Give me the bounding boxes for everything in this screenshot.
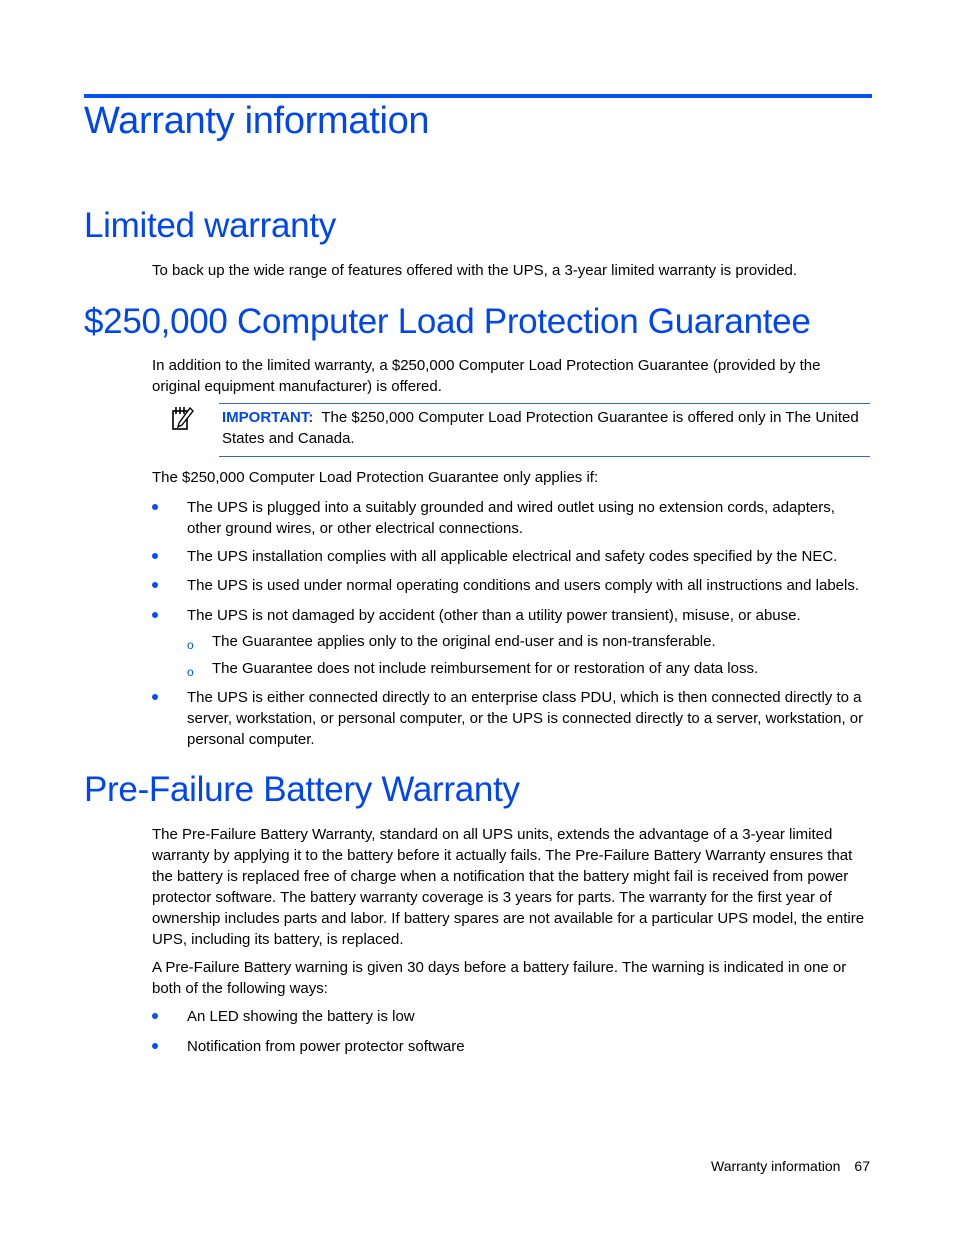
battery-para-2: A Pre-Failure Battery warning is given 30 days before a battery failure. The warning is indicated in one or both of the following ways: [152, 959, 847, 997]
limited-warranty-body: To back up the wide range of features offered with the UPS, a 3-year limited warranty is provided. [152, 262, 798, 279]
battery-para-1: The Pre-Failure Battery Warranty, standard on all UPS units, extends the advantage of a 3-year limited warranty by applying it to the battery before it actually fails. The Pre-Failure Battery Warranty ensures that the battery is replaced free of charge when a notification that the battery might fail is received from power protector software. The battery warranty coverage is 3 years for parts. The warranty for the first year of ownership includes parts and labor. If battery spares are not available for a particular UPS model, the entire UPS, including its battery, is replaced. [152, 826, 865, 948]
footer-section: Warranty information [711, 1158, 841, 1174]
bullet-icon [152, 612, 158, 618]
bullet-icon [152, 1043, 158, 1049]
bullet-icon [152, 504, 158, 510]
guarantee-intro: In addition to the limited warranty, a $250,000 Computer Load Protection Guarantee (provided by the original equipment manufacturer) is offered. [152, 357, 821, 395]
page-title: Warranty information [84, 100, 430, 142]
important-message: The $250,000 Computer Load Protection Guarantee is offered only in The United States and Canada. [222, 409, 859, 447]
sub-bullet-icon: o [187, 638, 194, 652]
important-note-icon [171, 405, 195, 431]
important-callout [219, 403, 870, 457]
battery-heading: Pre-Failure Battery Warranty [84, 770, 520, 809]
bullet-icon [152, 694, 158, 700]
page-footer [711, 1158, 870, 1174]
bullet-icon [152, 553, 158, 559]
bullet-icon [152, 582, 158, 588]
title-rule [84, 94, 872, 98]
page-number: 67 [854, 1158, 870, 1174]
important-label: IMPORTANT: [222, 409, 314, 426]
important-text [222, 407, 870, 449]
limited-warranty-heading: Limited warranty [84, 206, 336, 245]
sub-bullet-icon: o [187, 665, 194, 679]
guarantee-heading: $250,000 Computer Load Protection Guarantee [84, 302, 811, 341]
guarantee-applies-if: The $250,000 Computer Load Protection Guarantee only applies if: [152, 469, 599, 486]
bullet-icon [152, 1013, 158, 1019]
